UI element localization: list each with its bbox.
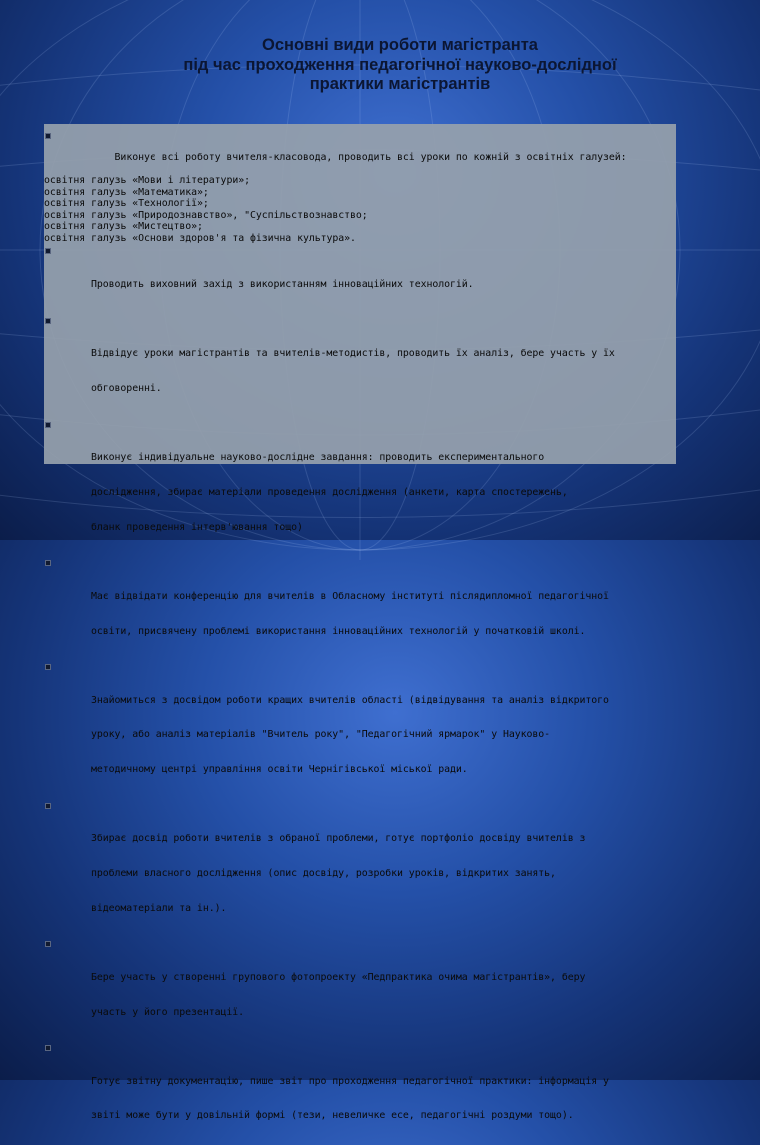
bullet-item-5 — [44, 556, 666, 660]
bullet-item-3 — [44, 314, 666, 418]
bullet-icon — [45, 941, 51, 947]
item-line: Знайомиться з досвідом роботи кращих вчителів області (відвідування та аналіз відкритого — [91, 694, 609, 706]
item-line: участь у його презентації. — [91, 1006, 245, 1018]
bullet-icon — [45, 1045, 51, 1051]
title-line-2: під час проходження педагогічної науково-дослідної — [183, 55, 617, 74]
item-text: Виконує всі роботу вчителя-класовода, проводить всі уроки по кожній з освітніх галузей: — [114, 152, 627, 164]
bullet-icon — [45, 318, 51, 324]
item-line: освіти, присвячену проблемі використання інноваційних технологій у початковій школі. — [91, 625, 586, 637]
subject-line: освітня галузь «Мистецтво»; — [44, 221, 203, 233]
content-box — [44, 124, 676, 1122]
item-line: Проводить виховний захід з використанням інноваційних технологій. — [91, 279, 474, 291]
bullet-item-9 — [44, 1041, 666, 1145]
title-line-3: практики магістрантів — [309, 75, 491, 93]
subject-line: освітня галузь «Технології»; — [44, 198, 209, 210]
subject-line: освітня галузь «Мови і літератури»; — [44, 175, 250, 187]
slide-title — [40, 36, 760, 95]
bullet-icon — [45, 664, 51, 670]
title-line-1: Основні види роботи магістранта — [261, 36, 538, 54]
bullet-icon — [45, 560, 51, 566]
subject-line: освітня галузь «Основи здоров'я та фізична культура». — [44, 232, 356, 244]
bullet-item-1 — [44, 129, 666, 175]
item-line: бланк проведення інтерв'ювання тощо) — [91, 521, 303, 533]
bullet-item-6 — [44, 660, 666, 799]
subject-line: освітня галузь «Математика»; — [44, 186, 209, 198]
bullet-item-8 — [44, 937, 666, 1041]
bullet-icon — [45, 803, 51, 809]
item-line: відеоматеріали та ін.). — [91, 902, 227, 914]
item-line: обговоренні. — [91, 383, 162, 395]
item-line: Бере участь у створенні групового фотопроекту «Педпрактика очима магістрантів», беру — [91, 971, 586, 983]
item-line: Має відвідати конференцію для вчителів в Обласному інституті післядипломної педагогічної — [91, 590, 609, 602]
item-line: Готує звітну документацію, пише звіт про проходження педагогічної практики: інформація у — [91, 1075, 609, 1087]
item-line: Виконує індивідуальне науково-дослідне завдання: проводить експериментального — [91, 452, 545, 464]
bullet-item-4 — [44, 418, 666, 557]
bullet-item-7 — [44, 799, 666, 938]
bullet-item-2 — [44, 244, 666, 313]
item-line: Збирає досвід роботи вчителів з обраної проблеми, готує портфоліо досвіду вчителів з — [91, 833, 586, 845]
subject-line: освітня галузь «Природознавство», "Суспільствознавство; — [44, 209, 368, 221]
item-line: звіті може бути у довільній формі (тези, невеличке есе, педагогічні роздуми тощо). — [91, 1110, 574, 1122]
item-line: методичному центрі управління освіти Чернігівської міської ради. — [91, 764, 468, 776]
item-line: дослідження, збирає матеріали проведення дослідження (анкети, карта спостережень, — [91, 486, 568, 498]
bullet-icon — [45, 133, 51, 139]
bullet-icon — [45, 422, 51, 428]
item-line: Відвідує уроки магістрантів та вчителів-методистів, проводить їх аналіз, бере участь у їх — [91, 348, 615, 360]
item-line: проблеми власного дослідження (опис досвіду, розробки уроків, відкритих занять, — [91, 868, 556, 879]
bullet-icon — [45, 248, 51, 254]
item-line: уроку, або аналіз матеріалів "Вчитель року", "Педагогічний ярмарок" у Науково- — [91, 729, 551, 741]
